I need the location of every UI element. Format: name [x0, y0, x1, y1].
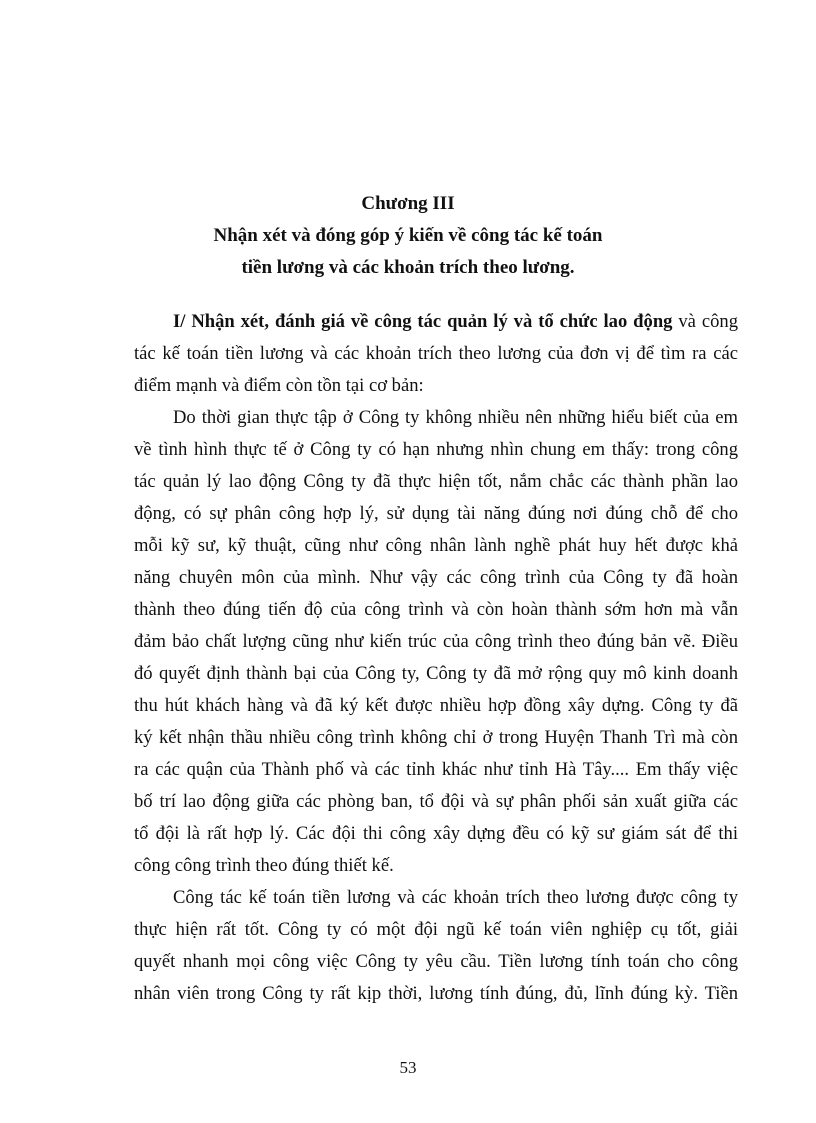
paragraph-1-line: ký kết nhận thầu nhiều công trình không chỉ ở trong Huyện Thanh Trì mà còn: [134, 727, 738, 748]
paragraph-1-line: bố trí lao động giữa các phòng ban, tổ đội và sự phân phối sản xuất giữa các: [134, 791, 738, 812]
page-number: 53: [399, 1058, 417, 1077]
section-1-heading: I/ Nhận xét, đánh giá về công tác quản lý và tổ chức lao động: [173, 311, 673, 332]
chapter-title-line-2: tiền lương và các khoản trích theo lương.: [241, 257, 575, 278]
paragraph-1-line: đó quyết định thành bại của Công ty, Công ty đã mở rộng quy mô kinh doanh: [134, 663, 738, 684]
chapter-number: Chương III: [361, 193, 455, 214]
paragraph-1-line: tác quản lý lao động Công ty đã thực hiện tốt, nắm chắc các thành phần lao: [134, 471, 738, 492]
paragraph-1-line: thành theo đúng tiến độ của công trình và còn hoàn thành sớm hơn mà vẫn: [134, 599, 738, 620]
paragraph-1-line: công công trình theo đúng thiết kế.: [134, 855, 394, 876]
section-1-heading-rest: và công: [672, 311, 738, 332]
paragraph-1-line: về tình hình thực tế ở Công ty có hạn nhưng nhìn chung em thấy: trong công: [134, 439, 738, 460]
paragraph-1-line: ra các quận của Thành phố và các tỉnh khác như tỉnh Hà Tây.... Em thấy việc: [134, 759, 738, 780]
paragraph-1-line: năng chuyên môn của mình. Như vậy các công trình của Công ty đã hoàn: [134, 567, 738, 588]
paragraph-2-line: thực hiện rất tốt. Công ty có một đội ngũ kế toán viên nghiệp cụ tốt, giải: [134, 919, 738, 940]
chapter-title-line-1: Nhận xét và đóng góp ý kiến về công tác kế toán: [213, 225, 603, 246]
paragraph-2-line: nhân viên trong Công ty rất kịp thời, lương tính đúng, đủ, lĩnh đúng kỳ. Tiền: [134, 983, 738, 1004]
paragraph-1-line: thu hút khách hàng và đã ký kết được nhiều hợp đồng xây dựng. Công ty đã: [134, 695, 738, 716]
paragraph-1-line: động, có sự phân công hợp lý, sử dụng tài năng đúng nơi đúng chỗ để cho: [134, 503, 738, 524]
paragraph-1-line: Do thời gian thực tập ở Công ty không nhiều nên những hiểu biết của em: [173, 407, 738, 428]
paragraph-2-line: Công tác kế toán tiền lương và các khoản trích theo lương được công ty: [173, 887, 738, 908]
paragraph-1-line: đảm bảo chất lượng cũng như kiến trúc của công trình theo đúng bản vẽ. Điều: [134, 631, 738, 652]
section-1-line: tác kế toán tiền lương và các khoản trích theo lương của đơn vị để tìm ra các: [134, 343, 738, 364]
paragraph-1-line: tổ đội là rất hợp lý. Các đội thi công xây dựng đều có kỹ sư giám sát để thi: [134, 823, 738, 844]
paragraph-2-line: quyết nhanh mọi công việc Công ty yêu cầu. Tiền lương tính toán cho công: [134, 951, 738, 972]
section-1-line: điểm mạnh và điểm còn tồn tại cơ bản:: [134, 375, 424, 396]
paragraph-1-line: mỗi kỹ sư, kỹ thuật, cũng như công nhân lành nghề phát huy hết được khả: [134, 535, 738, 556]
section-1-heading-line: [134, 306, 738, 338]
